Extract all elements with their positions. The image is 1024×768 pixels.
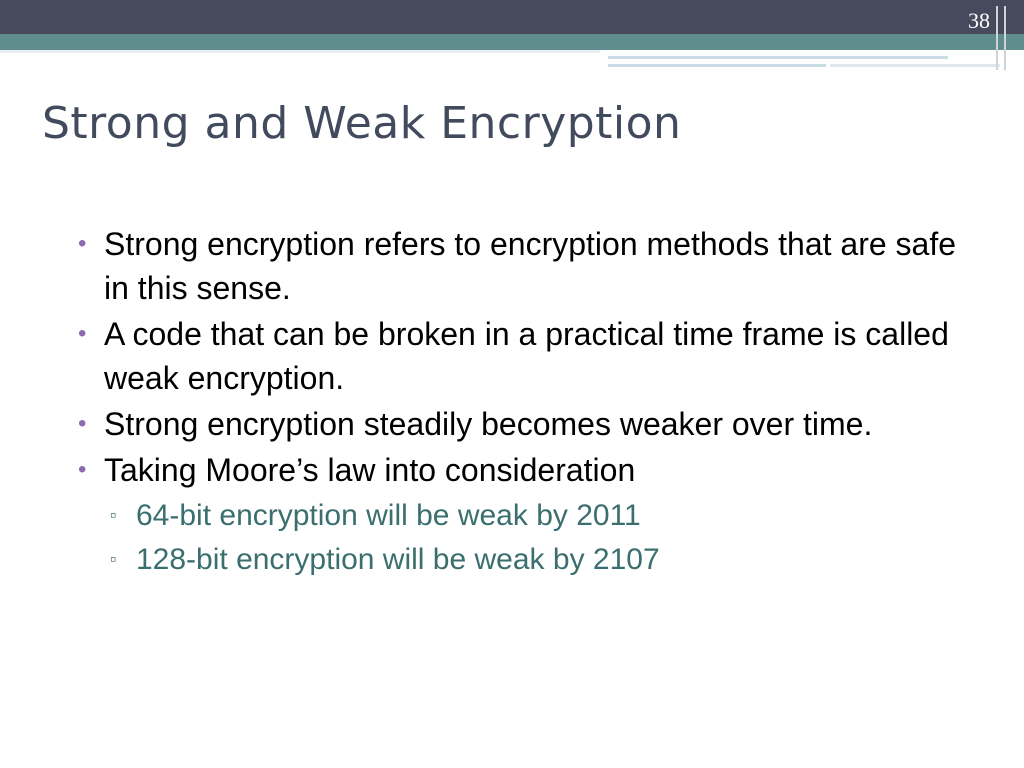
decor-stripe — [830, 64, 1000, 67]
bullet-item — [76, 402, 976, 446]
sub-bullet-text: 64-bit encryption will be weak by 2011 — [136, 499, 641, 532]
decor-stripe — [608, 64, 826, 67]
decor-line — [996, 6, 998, 70]
bullet-text: Taking Moore’s law into consideration — [104, 452, 636, 488]
decor-stripe — [0, 50, 600, 53]
bullet-text: A code that can be broken in a practical time frame is called weak encryption. — [104, 316, 949, 396]
sub-bullet-item — [76, 538, 976, 582]
sub-bullet-item — [76, 494, 976, 538]
header-band — [0, 0, 1024, 34]
accent-band — [0, 34, 1024, 50]
bullet-item — [76, 222, 976, 310]
bullet-dot-icon: • — [78, 320, 87, 347]
slide-number: 38 — [968, 8, 990, 33]
sub-bullet-text: 128-bit encryption will be weak by 2107 — [136, 543, 660, 576]
decor-stripe — [608, 56, 948, 59]
bullet-item — [76, 312, 976, 400]
bullet-dot-icon: • — [78, 230, 87, 257]
square-bullet-icon: ▫ — [110, 549, 117, 569]
square-bullet-icon: ▫ — [110, 505, 117, 525]
bullet-text: Strong encryption steadily becomes weaker over time. — [104, 406, 873, 442]
bullet-text: Strong encryption refers to encryption methods that are safe in this sense. — [104, 226, 957, 306]
bullet-item — [76, 448, 976, 492]
bullet-dot-icon: • — [78, 456, 87, 483]
slide-title: Strong and Weak Encryption — [42, 98, 682, 149]
decor-line — [1004, 6, 1006, 70]
bullet-dot-icon: • — [78, 410, 87, 437]
bullet-list — [76, 222, 976, 582]
